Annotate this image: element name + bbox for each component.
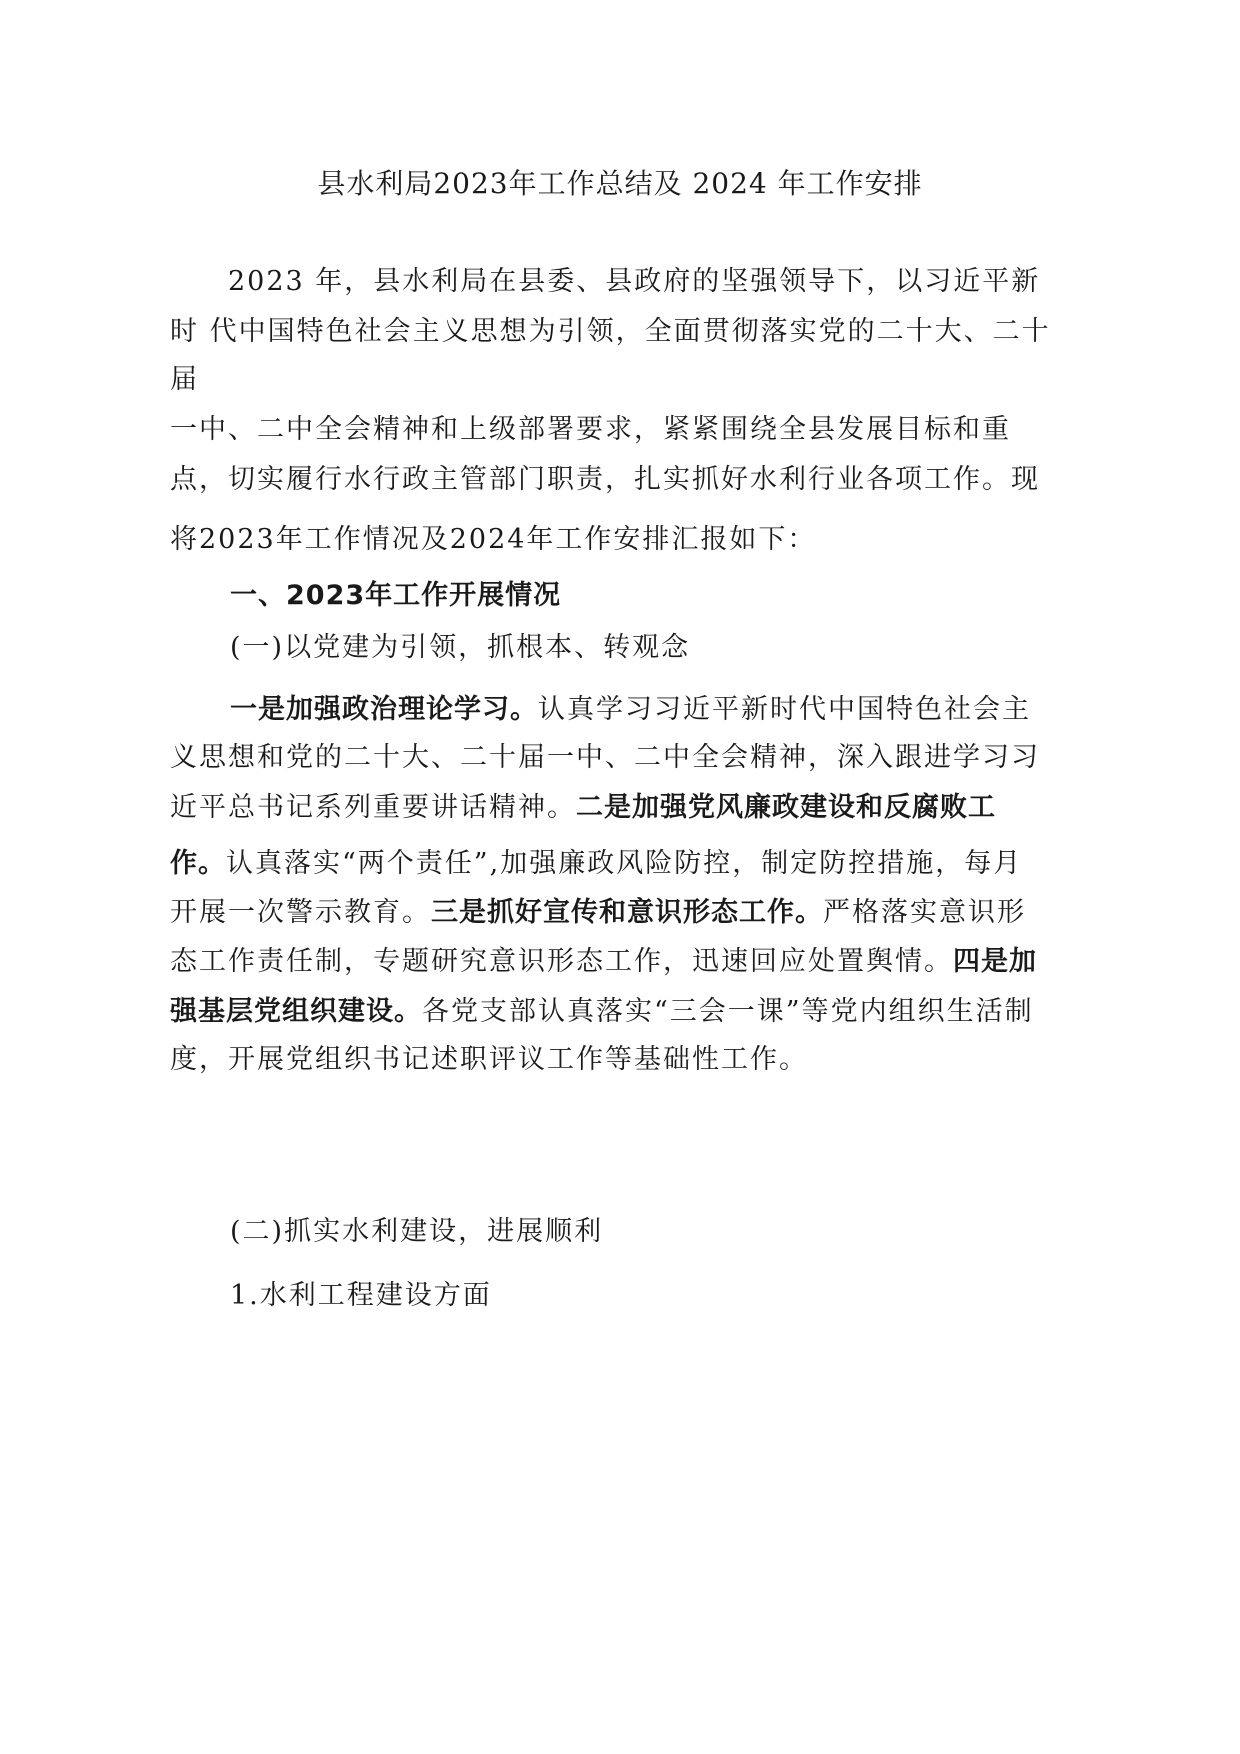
- intro-line-2: 时 代中国特色社会主义思想为引领，全面贯彻落实党的二十大、二十: [170, 316, 1051, 347]
- para-text: 各党支部认真落实“三会一课”等党内组织生活制: [422, 996, 1034, 1027]
- para-text: 严格落实意识形: [823, 897, 1026, 928]
- para-text: 态工作责任制，专题研究意识形态工作，迅速回应处置舆情。: [170, 946, 953, 977]
- subsection-heading-2: (二)抓实水利建设，进展顺利: [230, 1216, 604, 1247]
- point-3-title: 三是抓好宣传和意识形态工作。: [431, 897, 823, 928]
- intro-line-4: 一中、二中全会精神和上级部署要求，紧紧围绕全县发展目标和重: [170, 414, 1011, 445]
- para1-line-6: [170, 942, 1037, 982]
- para-text: 认真落实“两个责任”,加强廉政风险防控，制定防控措施，每月: [226, 848, 1023, 879]
- para-text: 认真学习习近平新时代中国特色社会主: [538, 694, 1031, 725]
- intro-line-5: 点，切实履行水行政主管部门职责，扎实抓好水利行业各项工作。现: [170, 464, 1040, 495]
- item-heading-1: 1.水利工程建设方面: [230, 1280, 492, 1311]
- point-4-title: 四是加: [953, 946, 1037, 977]
- point-1-title: 一是加强政治理论学习。: [230, 694, 538, 725]
- intro-line-6: 将2023年工作情况及2024年工作安排汇报如下：: [170, 524, 817, 555]
- point-2-title: 二是加强党风廉政建设和反腐败工: [576, 792, 996, 823]
- section-heading-1: 一、2023年工作开展情况: [230, 580, 562, 611]
- point-4-title-end: 强基层党组织建设。: [170, 996, 422, 1027]
- para1-line-7: [170, 992, 1034, 1032]
- para1-line-2: 义思想和党的二十大、二十届一中、二中全会精神，深入跟进学习习: [170, 742, 1040, 773]
- intro-line-3: 届: [170, 364, 199, 395]
- subsection-heading-1: (一)以党建为引领，抓根本、转观念: [230, 632, 691, 663]
- point-2-title-end: 作。: [170, 848, 226, 879]
- document-title: 县水利局2023年工作总结及 2024 年工作安排: [317, 167, 923, 200]
- para-text: 开展一次警示教育。: [170, 897, 431, 928]
- para-text: 近平总书记系列重要讲话精神。: [170, 792, 576, 823]
- para1-line-1: [230, 690, 1031, 730]
- para1-line-5: [170, 893, 1026, 933]
- para1-line-8: 度，开展党组织书记述职评议工作等基础性工作。: [170, 1044, 808, 1075]
- intro-line-1: 2023 年，县水利局在县委、县政府的坚强领导下，以习近平新: [228, 266, 1041, 297]
- para1-line-3: [170, 788, 996, 828]
- para1-line-4: [170, 844, 1022, 884]
